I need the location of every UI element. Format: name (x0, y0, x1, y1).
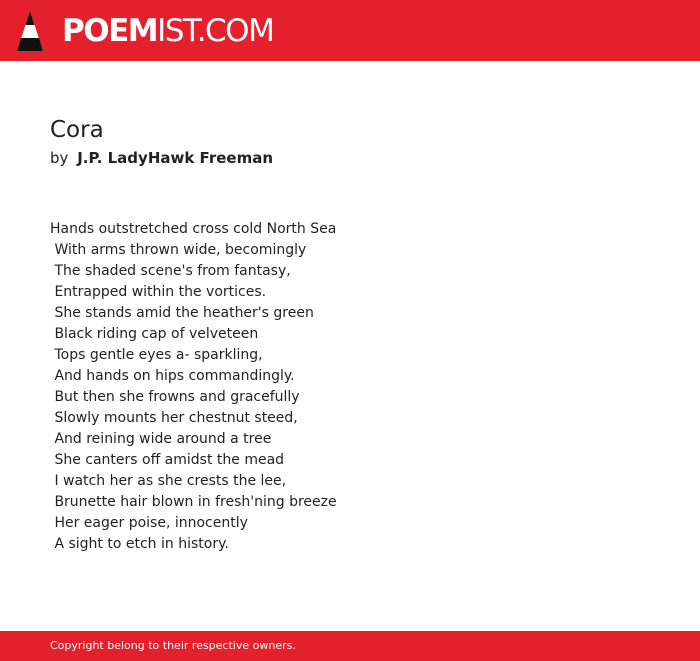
poem-line: And reining wide around a tree (50, 431, 272, 447)
poem-line: Brunette hair blown in fresh'ning breeze (50, 494, 337, 510)
poem-line: The shaded scene's from fantasy, (50, 263, 291, 279)
site-header (0, 0, 700, 61)
byline (50, 149, 273, 167)
by-label: by (50, 149, 69, 167)
poem-title: Cora (50, 117, 104, 143)
poem-line: But then she frowns and gracefully (50, 389, 300, 405)
site-logo[interactable] (62, 12, 273, 50)
logo-text-bold: POEM (62, 13, 158, 49)
poem-line: With arms thrown wide, becomingly (50, 242, 307, 258)
poem-author: J.P. LadyHawk Freeman (77, 149, 274, 167)
poem-line: Hands outstretched cross cold North Sea (50, 221, 337, 237)
poem-line: Her eager poise, innocently (50, 515, 248, 531)
poem-line: She canters off amidst the mead (50, 452, 285, 468)
pencil-tip-icon[interactable] (16, 10, 44, 52)
poem-line: Entrapped within the vortices. (50, 284, 267, 300)
logo-text-light: IST.COM (157, 13, 274, 49)
poem-line: A sight to etch in history. (50, 536, 229, 552)
poem-line: She stands amid the heather's green (50, 305, 314, 321)
poem-line: I watch her as she crests the lee, (50, 473, 287, 489)
site-footer (0, 631, 700, 661)
copyright-notice: Copyright belong to their respective owners. (50, 639, 296, 652)
poem-line: Slowly mounts her chestnut steed, (50, 410, 298, 426)
poem-body (50, 219, 337, 555)
poem-line: Tops gentle eyes a- sparkling, (50, 347, 263, 363)
poem-line: Black riding cap of velveteen (50, 326, 259, 342)
poem-line: And hands on hips commandingly. (50, 368, 295, 384)
